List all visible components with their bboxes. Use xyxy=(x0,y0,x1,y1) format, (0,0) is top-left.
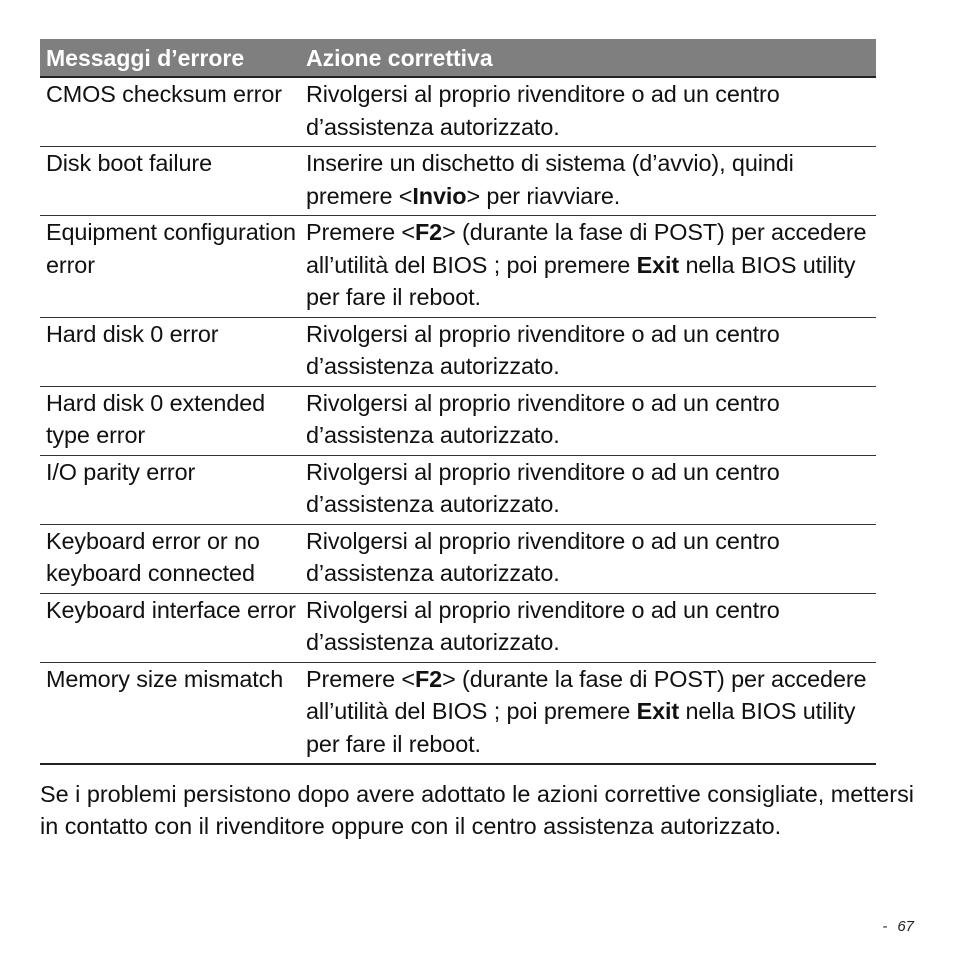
error-message-cell: Hard disk 0 extended type error xyxy=(40,386,302,455)
error-message-cell: CMOS checksum error xyxy=(40,77,302,147)
corrective-action-cell xyxy=(302,216,876,318)
corrective-action-cell xyxy=(302,147,876,216)
corrective-action-cell xyxy=(302,386,876,455)
table-row xyxy=(40,147,876,216)
key-name: Exit xyxy=(636,251,680,278)
action-text: Rivolgersi al proprio rivenditore o ad un centro d’assistenza autorizzato. xyxy=(306,527,780,586)
error-message-cell: Disk boot failure xyxy=(40,147,302,216)
action-text: > per riavviare. xyxy=(466,182,621,209)
table-row xyxy=(40,317,876,386)
action-text: Rivolgersi al proprio rivenditore o ad un centro d’assistenza autorizzato. xyxy=(306,389,780,448)
action-text: Premere < xyxy=(306,219,415,245)
action-text: > (durante la fase di POST) per accedere all’utilità del BIOS ; poi premere xyxy=(306,219,867,278)
table-row xyxy=(40,662,876,764)
error-message-cell: Memory size mismatch xyxy=(40,662,302,764)
table-row xyxy=(40,386,876,455)
action-text: Rivolgersi al proprio rivenditore o ad un centro d’assistenza autorizzato. xyxy=(306,596,780,655)
troubleshooting-note: Se i problemi persistono dopo avere adottato le azioni correttive consigliate, mettersi in contatto con il rivenditore oppure con il centro assistenza autorizzato. xyxy=(40,781,914,839)
table-row xyxy=(40,77,876,147)
error-message-cell: I/O parity error xyxy=(40,455,302,524)
corrective-action-cell xyxy=(302,524,876,593)
corrective-action-cell xyxy=(302,317,876,386)
key-name: F2 xyxy=(414,665,443,692)
table-row xyxy=(40,455,876,524)
action-text: nella BIOS utility per fare il reboot. xyxy=(306,698,856,757)
header-error-messages: Messaggi d’errore xyxy=(40,39,302,77)
action-text: Rivolgersi al proprio rivenditore o ad un centro d’assistenza autorizzato. xyxy=(306,81,780,140)
corrective-action-cell xyxy=(302,455,876,524)
key-name: Invio xyxy=(412,182,467,209)
error-messages-table xyxy=(40,39,876,765)
page-number: 67 xyxy=(897,918,914,935)
corrective-action-cell xyxy=(302,77,876,147)
table-row xyxy=(40,593,876,662)
table-header-row xyxy=(40,39,876,77)
error-message-cell: Keyboard interface error xyxy=(40,593,302,662)
table-row xyxy=(40,524,876,593)
corrective-action-cell xyxy=(302,662,876,764)
action-text: > (durante la fase di POST) per accedere all’utilità del BIOS ; poi premere xyxy=(306,665,867,724)
error-message-cell: Hard disk 0 error xyxy=(40,317,302,386)
action-text: Rivolgersi al proprio rivenditore o ad un centro d’assistenza autorizzato. xyxy=(306,320,780,379)
header-corrective-action: Azione correttiva xyxy=(302,39,876,77)
action-text: Premere < xyxy=(306,665,415,692)
error-message-cell: Keyboard error or no keyboard connected xyxy=(40,524,302,593)
key-name: F2 xyxy=(414,219,443,245)
error-message-cell: Equipment configuration error xyxy=(40,216,302,318)
action-text: Inserire un dischetto di sistema (d’avvio), quindi premere < xyxy=(306,150,794,209)
key-name: Exit xyxy=(636,698,680,724)
table-row xyxy=(40,216,876,318)
action-text: nella BIOS utility per fare il reboot. xyxy=(306,251,856,310)
page-footer xyxy=(882,918,914,935)
action-text: Rivolgersi al proprio rivenditore o ad un centro d’assistenza autorizzato. xyxy=(306,458,780,517)
corrective-action-cell xyxy=(302,593,876,662)
page-number-dash: - xyxy=(882,918,888,935)
